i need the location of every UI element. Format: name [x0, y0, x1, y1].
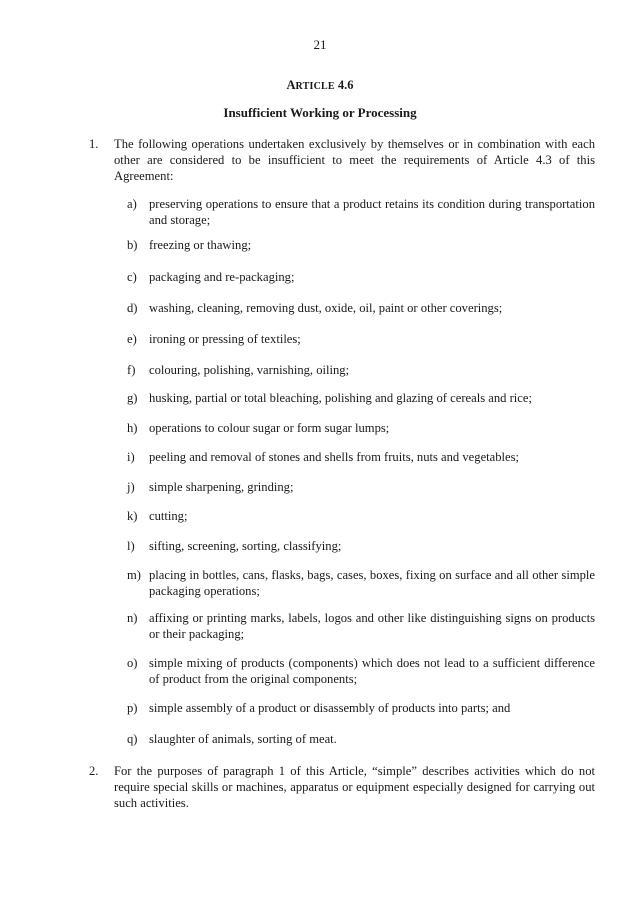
list-item-text: ironing or pressing of textiles;	[149, 332, 301, 346]
list-item-label: m)	[127, 568, 141, 582]
list-item-text: simple mixing of products (components) which does not lead to a sufficient difference of product from the original components;	[149, 656, 595, 686]
list-item	[127, 420, 595, 436]
list-item	[127, 508, 595, 524]
list-item	[127, 237, 595, 253]
list-item-label: p)	[127, 701, 138, 715]
list-item-label: o)	[127, 656, 138, 670]
list-item-label: c)	[127, 270, 137, 284]
list-item-label: n)	[127, 611, 138, 625]
list-item	[127, 449, 595, 465]
list-item-text: freezing or thawing;	[149, 238, 252, 252]
paragraph-2	[89, 763, 595, 811]
list-item	[127, 479, 595, 495]
list-item-label: k)	[127, 509, 138, 523]
list-item-label: f)	[127, 363, 136, 377]
list-item	[127, 331, 595, 347]
list-item	[127, 538, 595, 554]
list-item-label: d)	[127, 301, 138, 315]
list-item	[127, 362, 595, 378]
list-item-text: simple sharpening, grinding;	[149, 480, 294, 494]
list-item-text: slaughter of animals, sorting of meat.	[149, 732, 337, 746]
list-item-label: l)	[127, 539, 135, 553]
paragraph-number: 1.	[89, 137, 99, 151]
list-item-label: i)	[127, 450, 135, 464]
list-item-text: sifting, screening, sorting, classifying;	[149, 539, 342, 553]
article-number: 4.6	[337, 78, 354, 92]
list-item	[127, 300, 595, 316]
list-item-label: q)	[127, 732, 138, 746]
list-item-label: e)	[127, 332, 137, 346]
article-heading-rest: RTICLE	[295, 81, 335, 92]
article-heading-initial: A	[286, 78, 296, 92]
paragraph-text: For the purposes of paragraph 1 of this Article, “simple” describes activities which do not require special skills or machines, apparatus or equipment especially designed for carrying out such activities.	[114, 764, 595, 810]
list-item-text: peeling and removal of stones and shells from fruits, nuts and vegetables;	[149, 450, 520, 464]
list-item	[127, 610, 595, 642]
page-number: 21	[313, 37, 327, 52]
paragraph-text: The following operations undertaken exclusively by themselves or in combination with each other are considered to be insufficient to meet the requirements of Article 4.3 of this Agreement:	[114, 137, 595, 183]
list-item	[127, 269, 595, 285]
list-item-text: washing, cleaning, removing dust, oxide, oil, paint or other coverings;	[149, 301, 503, 315]
article-title: Insufficient Working or Processing	[223, 105, 417, 120]
list-item-text: packaging and re-packaging;	[149, 270, 295, 284]
list-item-text: simple assembly of a product or disassembly of products into parts; and	[149, 701, 511, 715]
list-item-text: affixing or printing marks, labels, logos and other like distinguishing signs on products or their packaging;	[149, 611, 595, 641]
list-item-label: j)	[127, 480, 135, 494]
list-item-label: g)	[127, 391, 138, 405]
list-item	[127, 731, 595, 747]
list-item-text: husking, partial or total bleaching, polishing and glazing of cereals and rice;	[149, 391, 532, 405]
list-item-label: b)	[127, 238, 138, 252]
list-item	[127, 700, 595, 716]
list-item	[127, 567, 595, 599]
list-item-text: colouring, polishing, varnishing, oiling;	[149, 363, 350, 377]
article-heading	[0, 77, 640, 95]
list-item-label: a)	[127, 197, 137, 211]
paragraph-number: 2.	[89, 764, 99, 778]
paragraph-1	[89, 136, 595, 184]
list-item-text: placing in bottles, cans, flasks, bags, cases, boxes, fixing on surface and all other simple packaging operations;	[149, 568, 595, 598]
list-item	[127, 390, 595, 406]
list-item-text: operations to colour sugar or form sugar lumps;	[149, 421, 390, 435]
list-item-label: h)	[127, 421, 138, 435]
list-item-text: cutting;	[149, 509, 188, 523]
list-item	[127, 196, 595, 228]
list-item-text: preserving operations to ensure that a product retains its condition during transportation and storage;	[149, 197, 595, 227]
list-item	[127, 655, 595, 687]
